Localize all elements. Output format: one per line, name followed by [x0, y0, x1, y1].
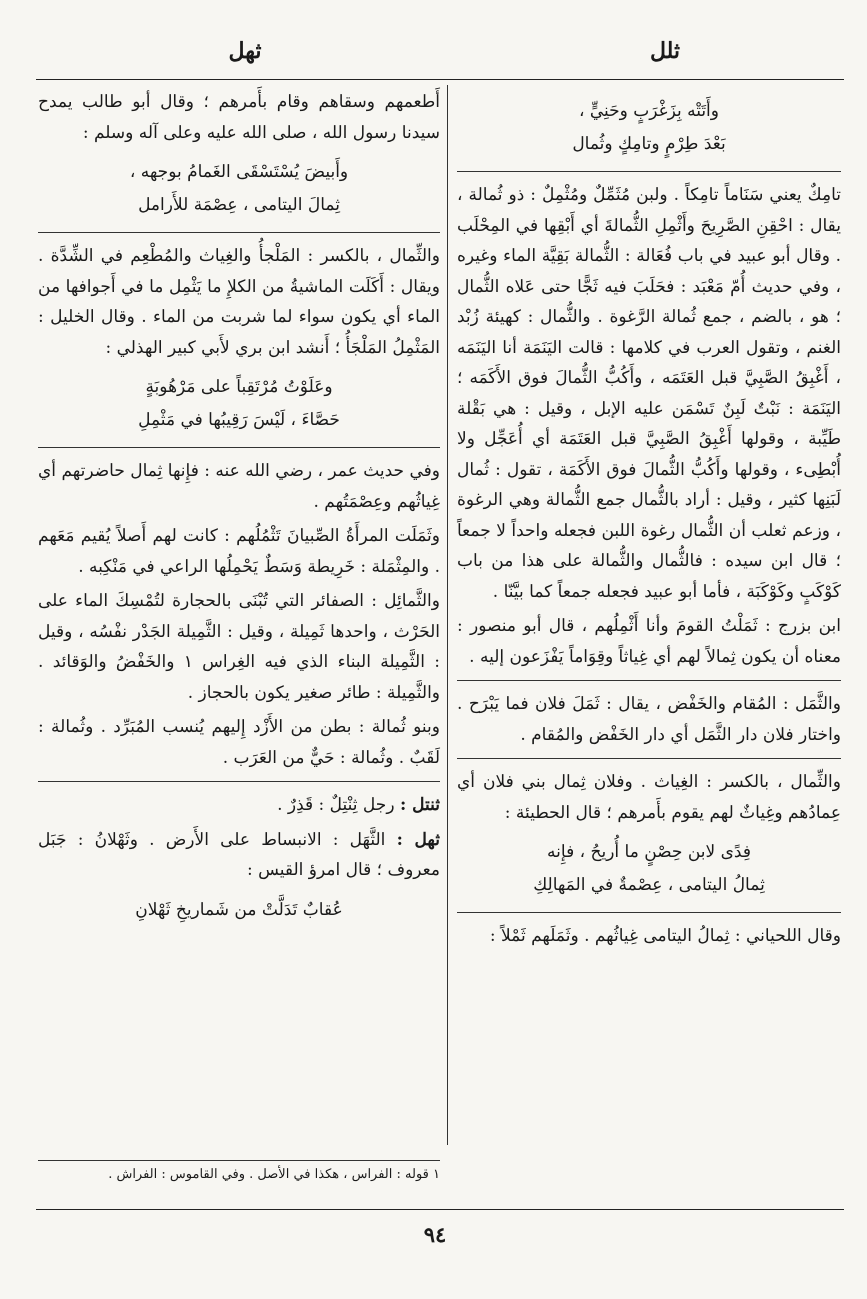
entry-ththl — [38, 790, 440, 821]
verse-line: ثِمالَ اليتامى ، عِصْمَة للأَرامل — [138, 195, 340, 215]
column-divider — [447, 85, 448, 1145]
paragraph: والثِّمال ، بالكسر : الغِياث . وفلان ثِمال بني فلان أي عِمادُهم وغِياثٌ لهم يقوم بأَمرهم ؛ قال الحطيئة : — [457, 772, 841, 823]
paragraph: أَطعمهم وسقاهم وقام بأَمرهم ؛ وقال أبو طالب يمدح سيدنا رسول الله ، صلى الله عليه وعلى آله وسلم : — [38, 92, 440, 143]
separator — [457, 912, 841, 913]
separator — [38, 447, 440, 448]
paragraph: وفي حديث عمر ، رضي الله عنه : فإِنها ثِمال حاضرتهم أي غِياثُهم وعِصْمَتُهم . — [38, 461, 440, 512]
separator — [457, 680, 841, 681]
paragraph: وثَمَلَت المرأَةُ الصِّبيانَ تَثْمُلُهم : كانت لهم أَصلاً يُقيم مَعَهم . والمِثْمَلة : خَرِيطة وَسَطٌ يَحْمِلُها الراعي في مَنْكِبه . — [38, 526, 440, 577]
verse-line: فِدًى لابن حِصْنٍ ما أُريحُ ، فإِنه — [547, 842, 751, 862]
entry-text: رجل ثِنْتِلٌ : قَذِرٌ . — [277, 795, 395, 815]
footnote: ١ قوله : الفراس ، هكذا في الأصل . وفي القاموس : الفراش . — [108, 1167, 440, 1182]
header-entry-left: ثهل — [228, 38, 262, 64]
verse-line: وأَتَتْه بِزَغْرَبٍ وحَنِيٍّ ، — [578, 101, 719, 121]
paragraph: وقال اللحياني : ثِمالُ اليتامى غِياثُهم . وثَمَلَهم ثَمْلاً : — [489, 926, 841, 946]
verse-line: وأَبيضَ يُسْتَسْقَى الغَمامُ بوجهه ، — [129, 162, 349, 182]
separator — [457, 758, 841, 759]
entry-text: الثَّهَل : الانبساط على الأَرض . وثَهْلانُ : جَبَل معروف ؛ قال امرؤ القيس : — [38, 829, 440, 880]
verse-line: بَعْدَ طِرْمٍ وتامِكٍ وثُمال — [572, 134, 726, 154]
verse-line: عُقابٌ تَدَلَّتْ من شَماريخِ ثَهْلانِ — [135, 899, 343, 920]
verse-block — [457, 836, 841, 902]
right-column — [457, 87, 841, 956]
separator — [457, 171, 841, 172]
footnote-rule — [38, 1160, 440, 1161]
left-column — [38, 87, 440, 937]
separator — [38, 781, 440, 782]
verse-line: وعَلَوْتُ مُرْتَقِباً على مَرْهُوبَةٍ — [145, 377, 333, 397]
verse-block — [38, 156, 440, 222]
paragraph: والثَّمَل : المُقام والخَفْض ، يقال : ثَمَلَ فلان فما يَبْرَح . واختار فلان دار الثَّمَل أي دار الخَفْض والمُقام . — [457, 694, 841, 745]
verse-block — [38, 894, 440, 927]
page-number: ٩٤ — [423, 1222, 447, 1247]
paragraph: والثِّمال ، بالكسر : المَلْجأُ والغِياث والمُطْعِم في الشِّدَّة . ويقال : أَكَلَت الماشيةُ من الكلإِ ما يَثْمِل ما في أَجوافها من الماء أي يكون سواء لما شربت من الماء . وقال الخليل : المَثْمِلُ المَلْجَأُ ؛ أَنشد ابن بري لأَبي كبير الهذلي : — [38, 246, 440, 358]
paragraph: تامِكٌ يعني سَنَاماً تامِكاً . ولبن مُثَمِّلٌ ومُثْمِلٌ : ذو ثُمالة ، يقال : احْقِنِ الصَّرِيحَ وأَثْمِلِ الثُّمالةَ أي أَبْقِها في المِحْلَب . وقال أبو عبيد في باب فُعَالة : الثُّمالة بَقِيَّة الماء وغيره ، وفي حديث أُمّ مَعْبَد : فحَلَبَ فيه ثَجًّا حتى عَلاه الثُّمال ؛ هو ، بالضم ، جمع ثُمالة الرَّغوة . والثُّمال : كهيئة زُبْد الغنم ، وتقول العرب في كلامها : قالت اليَنَمَة أنا اليَنَمَه ، أَغْبِقُ الصَّبِيَّ قبل العَتَمَه ، وأَكُبُّ الثُّمالَ فوق الأَكَمَه ؛ اليَنَمَة : نَبْتٌ لَبِنٌ تَسْمَن عليه الإبل ، وقيل : هي بَقْلة طَيِّبة ، وقولها أَغْبِقُ الصَّبِيَّ قبل العَتَمَة أي أُعَجِّل ولا أُبْطِىء ، وقولها وأَكُبُّ الثُّمالَ فوق الأَكَمَة ، تقول : ثُمال لَبَنِها كثير ، وقيل : أراد بالثُّمال جمع الثُّمالة وهي الرغوة ، وزعم ثعلب أن الثُّمال رغوة اللبن فجعله واحداً لا جمعاً ؛ قال ابن سيده : فالثُّمال والثُّمالة على هذا من باب كَوْكَبٍ وكَوْكَبَة ، فأما أبو عبيد فجعله جمعاً كما بيَّنّا . — [457, 185, 841, 602]
verse-block — [457, 95, 841, 161]
top-rule — [36, 79, 844, 80]
verse-line: ثِمالُ اليتامى ، عِصْمةٌ في المَهالِكِ — [533, 875, 765, 895]
paragraph: ابن بزرج : ثَمَلْتُ القومَ وأنا أَثْمِلُهم ، قال أبو منصور : معناه أن يكون ثِمالاً لهم أي غِياثاً وقِوَاماً يَفْزَعون إليه . — [457, 616, 841, 667]
verse-line: حَصَّاءَ ، لَيْسَ رَقِيبُها في مَثْمِلِ — [138, 410, 340, 430]
paragraph: والثَّمائِل : الصفائر التي تُبْنَى بالحجارة لتُمْسِكَ الماء على الحَرْث ، واحدها ثَمِيلة ، وقيل : الثَّمِيلة الجَدْر نفْسُه ، وقيل : الثَّمِيلة البناء الذي فيه الغِراس ١ والخَفْضُ والوَقائد . والثَّمِيلة : طائر صغير يكون بالحجاز . — [38, 591, 440, 703]
bottom-rule — [36, 1209, 844, 1210]
entry-thhl — [38, 825, 440, 886]
verse-block — [38, 371, 440, 437]
entry-headword: ثهل : — [396, 829, 441, 850]
header-entry-right: ثلل — [649, 38, 681, 64]
entry-headword: ثنتل : — [399, 795, 440, 815]
paragraph: وبنو ثُمالة : بطن من الأَزْد إِليهم يُنسب المُبَرِّد . وثُمالة : لَقَبٌ . وثُمالة : حَيٌّ من العَرَب . — [38, 717, 440, 768]
separator — [38, 232, 440, 233]
